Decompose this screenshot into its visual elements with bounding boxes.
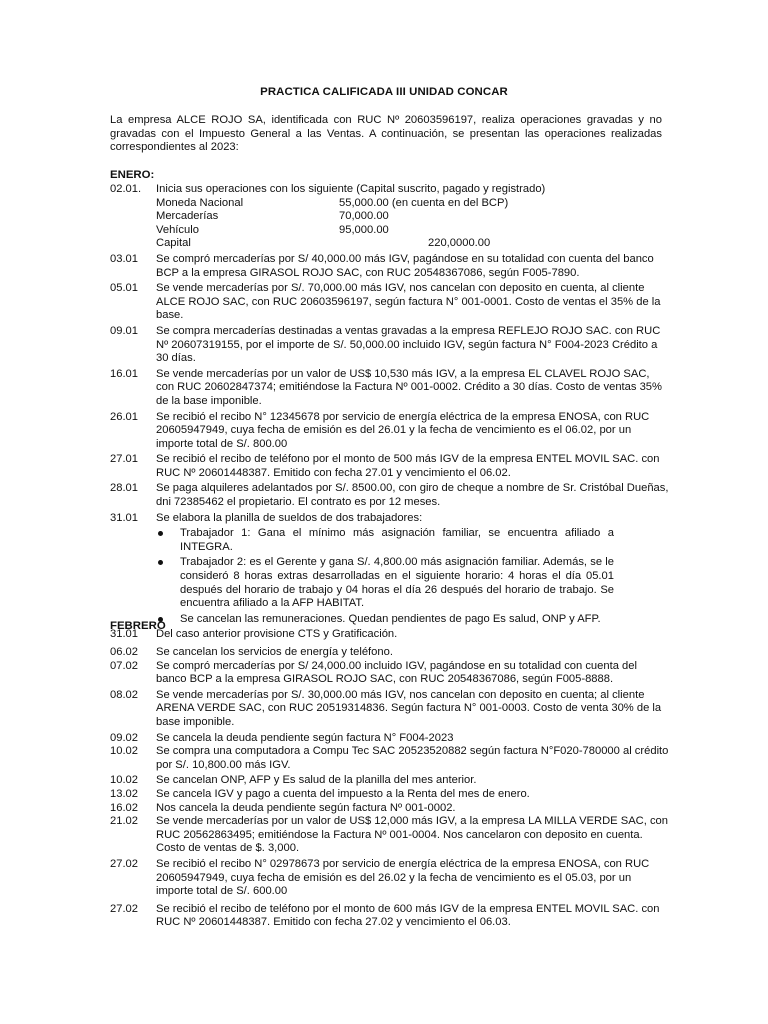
- item-value: 70,000.00: [339, 210, 389, 223]
- entry-opening: [110, 183, 670, 251]
- item-value: 95,000.00: [339, 223, 389, 236]
- list-item: [110, 689, 670, 730]
- entry-date: 31.01: [110, 511, 138, 524]
- payroll-entry: [110, 512, 670, 526]
- item-value: 55,000.00 (en cuenta en del BCP): [339, 196, 509, 209]
- opening-item: [156, 224, 670, 238]
- item-label: Vehículo: [156, 223, 199, 236]
- entry-text: Se elabora la planilla de sueldos de dos trabajadores:: [156, 511, 423, 524]
- bullet-item: [110, 613, 614, 627]
- entry-text: Se compra una computadora a Compu Tec SAC 20523520882 según factura N°F020-780000 al crédito por S/. 10,800.00 más IGV.: [156, 745, 669, 771]
- list-item: [110, 482, 670, 509]
- entry-date: 28.01: [110, 482, 138, 495]
- section-heading-febrero: FEBRERO: [110, 620, 166, 632]
- entry-date: 27.02: [110, 902, 138, 915]
- list-item: [110, 325, 670, 366]
- entry-date: 21.02: [110, 815, 138, 828]
- capital-value: 220,0000.00: [428, 237, 491, 250]
- entry-text: Se vende mercaderías por S/. 30,000.00 más IGV, nos cancelan con deposito en cuenta; al cliente ARENA VERDE SAC, con RUC 20519314836. Según factura N° 001-0003. Costo de venta 30% de la base imponible.: [156, 688, 662, 728]
- entry-date: 02.01.: [110, 183, 142, 195]
- list-item: [110, 802, 670, 816]
- entry-text: Se recibió el recibo de teléfono por el monto de 500 más IGV de la empresa ENTEL MOVIL SAC. con RUC Nº 20601448387. Emitido con fecha 27.01 y vencimiento el 06.02.: [156, 453, 660, 479]
- list-item: [110, 628, 670, 642]
- enero-entries: [110, 183, 670, 642]
- entry-date: 26.01: [110, 410, 138, 423]
- list-item: [110, 732, 670, 746]
- entry-text: Nos cancela la deuda pendiente según factura Nº 001-0002.: [156, 801, 456, 814]
- bullet-dot-icon: [158, 531, 163, 536]
- bullet-item: [110, 527, 614, 554]
- list-item: [110, 788, 670, 802]
- bullet-item: [110, 556, 614, 610]
- entry-date: 10.02: [110, 745, 138, 758]
- entry-text: Se cancelan los servicios de energía y teléfono.: [156, 646, 393, 658]
- list-item: [110, 646, 670, 660]
- entry-text: Se compra mercaderías destinadas a ventas gravadas a la empresa REFLEJO ROJO SAC. con RUC Nº 20607319155, por el importe de S/. 50,000.00 incluido IGV, según factura N° F004-2023 Crédito a 30 días.: [156, 324, 661, 365]
- section-heading-enero: ENERO:: [110, 169, 155, 181]
- entry-date: 31.01: [110, 628, 138, 641]
- entry-date: 03.01: [110, 252, 138, 265]
- list-item: [110, 745, 670, 772]
- entry-date: 06.02: [110, 646, 138, 658]
- entry-text: Se cancelan ONP, AFP y Es salud de la planilla del mes anterior.: [156, 774, 477, 787]
- item-label: Moneda Nacional: [156, 196, 244, 209]
- item-label: Mercaderías: [156, 210, 219, 223]
- list-item: [110, 411, 670, 452]
- entry-text: Se cancela IGV y pago a cuenta del impuesto a la Renta del mes de enero.: [156, 787, 530, 800]
- entry-text: Se recibió el recibo de teléfono por el monto de 600 más IGV de la empresa ENTEL MOVIL SAC. con RUC Nº 20601448387. Emitido con fecha 27.02 y vencimiento el 06.03.: [156, 902, 660, 929]
- entry-text: Se vende mercaderías por S/. 70,000.00 más IGV, nos cancelan con deposito en cuenta, al cliente ALCE ROJO SAC, con RUC 20603596197, según factura N° 001-0001. Costo de ventas el 35% de la base.: [156, 282, 661, 322]
- list-item: [110, 368, 670, 409]
- list-item: [110, 774, 670, 788]
- list-item: [110, 858, 670, 899]
- entry-date: 16.02: [110, 801, 138, 814]
- entry-date: 05.01: [110, 282, 138, 295]
- list-item: [110, 660, 670, 687]
- list-item: [110, 253, 670, 280]
- entry-date: 10.02: [110, 774, 138, 787]
- entry-date: 07.02: [110, 659, 138, 672]
- entry-text: Del caso anterior provisione CTS y Gratificación.: [156, 628, 398, 641]
- entry-text: Inicia sus operaciones con los siguiente (Capital suscrito, pagado y registrado): [156, 183, 546, 195]
- entry-text: Se compró mercaderías por S/ 40,000.00 más IGV, pagándose en su totalidad con cuenta del banco BCP a la empresa GIRASOL ROJO SAC, con RUC 20548367086, según F005-7890.: [156, 252, 654, 279]
- bullet-text: Trabajador 1: Gana el mínimo más asignación familiar, se encuentra afiliado a INTEGRA.: [180, 527, 614, 553]
- entry-text: Se compró mercaderías por S/ 24,000.00 incluido IGV, pagándose en su totalidad con cuenta del banco BCP a la empresa GIRASOL ROJO SAC, con RUC 20548367086, según F005-8888.: [156, 659, 637, 686]
- entry-date: 27.01: [110, 453, 138, 466]
- entry-text: Se paga alquileres adelantados por S/. 8500.00, con giro de cheque a nombre de Sr. Cristóbal Dueñas, dni 72385462 el propietario. El contrato es por 12 meses.: [156, 482, 669, 509]
- opening-item: [156, 210, 670, 224]
- bullet-text: Trabajador 2: es el Gerente y gana S/. 4,800.00 más asignación familiar. Además, se le consideró 8 horas extras desarrolladas en el siguiente horario: 4 horas el día 05.01 después del horario de trabajo y 04 horas el día 26 después del horario de trabajo. Se encuentra afiliado a la AFP HABITAT.: [180, 556, 614, 610]
- bullet-dot-icon: [158, 560, 163, 565]
- capital-label: Capital: [156, 237, 191, 250]
- entry-date: 09.01: [110, 324, 138, 337]
- payroll-bullets: [110, 527, 670, 626]
- entry-text: Se vende mercaderías por un valor de US$ 12,000 más IGV, a la empresa LA MILLA VERDE SAC, con RUC 20562863495; emitiéndose la Factura Nº 001-0004. Nos cancelaron con deposito en cuenta. Costo de ventas de $. 3,000.: [156, 815, 668, 855]
- entry-date: 08.02: [110, 688, 138, 701]
- page-title: PRACTICA CALIFICADA III UNIDAD CONCAR: [260, 86, 508, 98]
- intro-paragraph: La empresa ALCE ROJO SA, identificada con RUC Nº 20603596197, realiza operaciones gravadas y no gravadas con el Impuesto General a las Ventas. A continuación, se presentan las operaciones realizadas correspondientes al 2023:: [110, 114, 662, 154]
- entry-date: 13.02: [110, 787, 138, 800]
- list-item: [110, 815, 670, 856]
- febrero-entries: [110, 646, 670, 930]
- entry-text: Se vende mercaderías por un valor de US$ 10,530 más IGV, a la empresa EL CLAVEL ROJO SAC, con RUC 20602847374; emitiéndose la Factura Nº 001-0002. Crédito a 30 días. Costo de ventas 35% de la base imponible.: [156, 367, 662, 407]
- opening-item: [156, 237, 670, 251]
- entry-date: 16.01: [110, 367, 138, 380]
- entry-text: Se recibió el recibo N° 02978673 por servicio de energía eléctrica de la empresa ENOSA, con RUC 20605947949, cuya fecha de emisión es del 26.02 y la fecha de vencimiento es el 05.03, por un importe total de S/. 600.00: [156, 857, 650, 898]
- entry-text: Se recibió el recibo N° 12345678 por servicio de energía eléctrica de la empresa ENOSA, con RUC 20605947949, cuya fecha de emisión es del 26.01 y la fecha de vencimiento es el 06.02, por un importe total de S/. 800.00: [156, 410, 650, 450]
- list-item: [110, 453, 670, 480]
- opening-item: [156, 197, 670, 211]
- entry-text: Se cancela la deuda pendiente según factura N° F004-2023: [156, 731, 454, 744]
- opening-items: [156, 197, 670, 251]
- bullet-text: Se cancelan las remuneraciones. Quedan pendientes de pago Es salud, ONP y AFP.: [180, 612, 601, 625]
- entry-date: 09.02: [110, 731, 138, 744]
- list-item: [110, 903, 670, 930]
- entry-date: 27.02: [110, 857, 138, 870]
- list-item: [110, 282, 670, 323]
